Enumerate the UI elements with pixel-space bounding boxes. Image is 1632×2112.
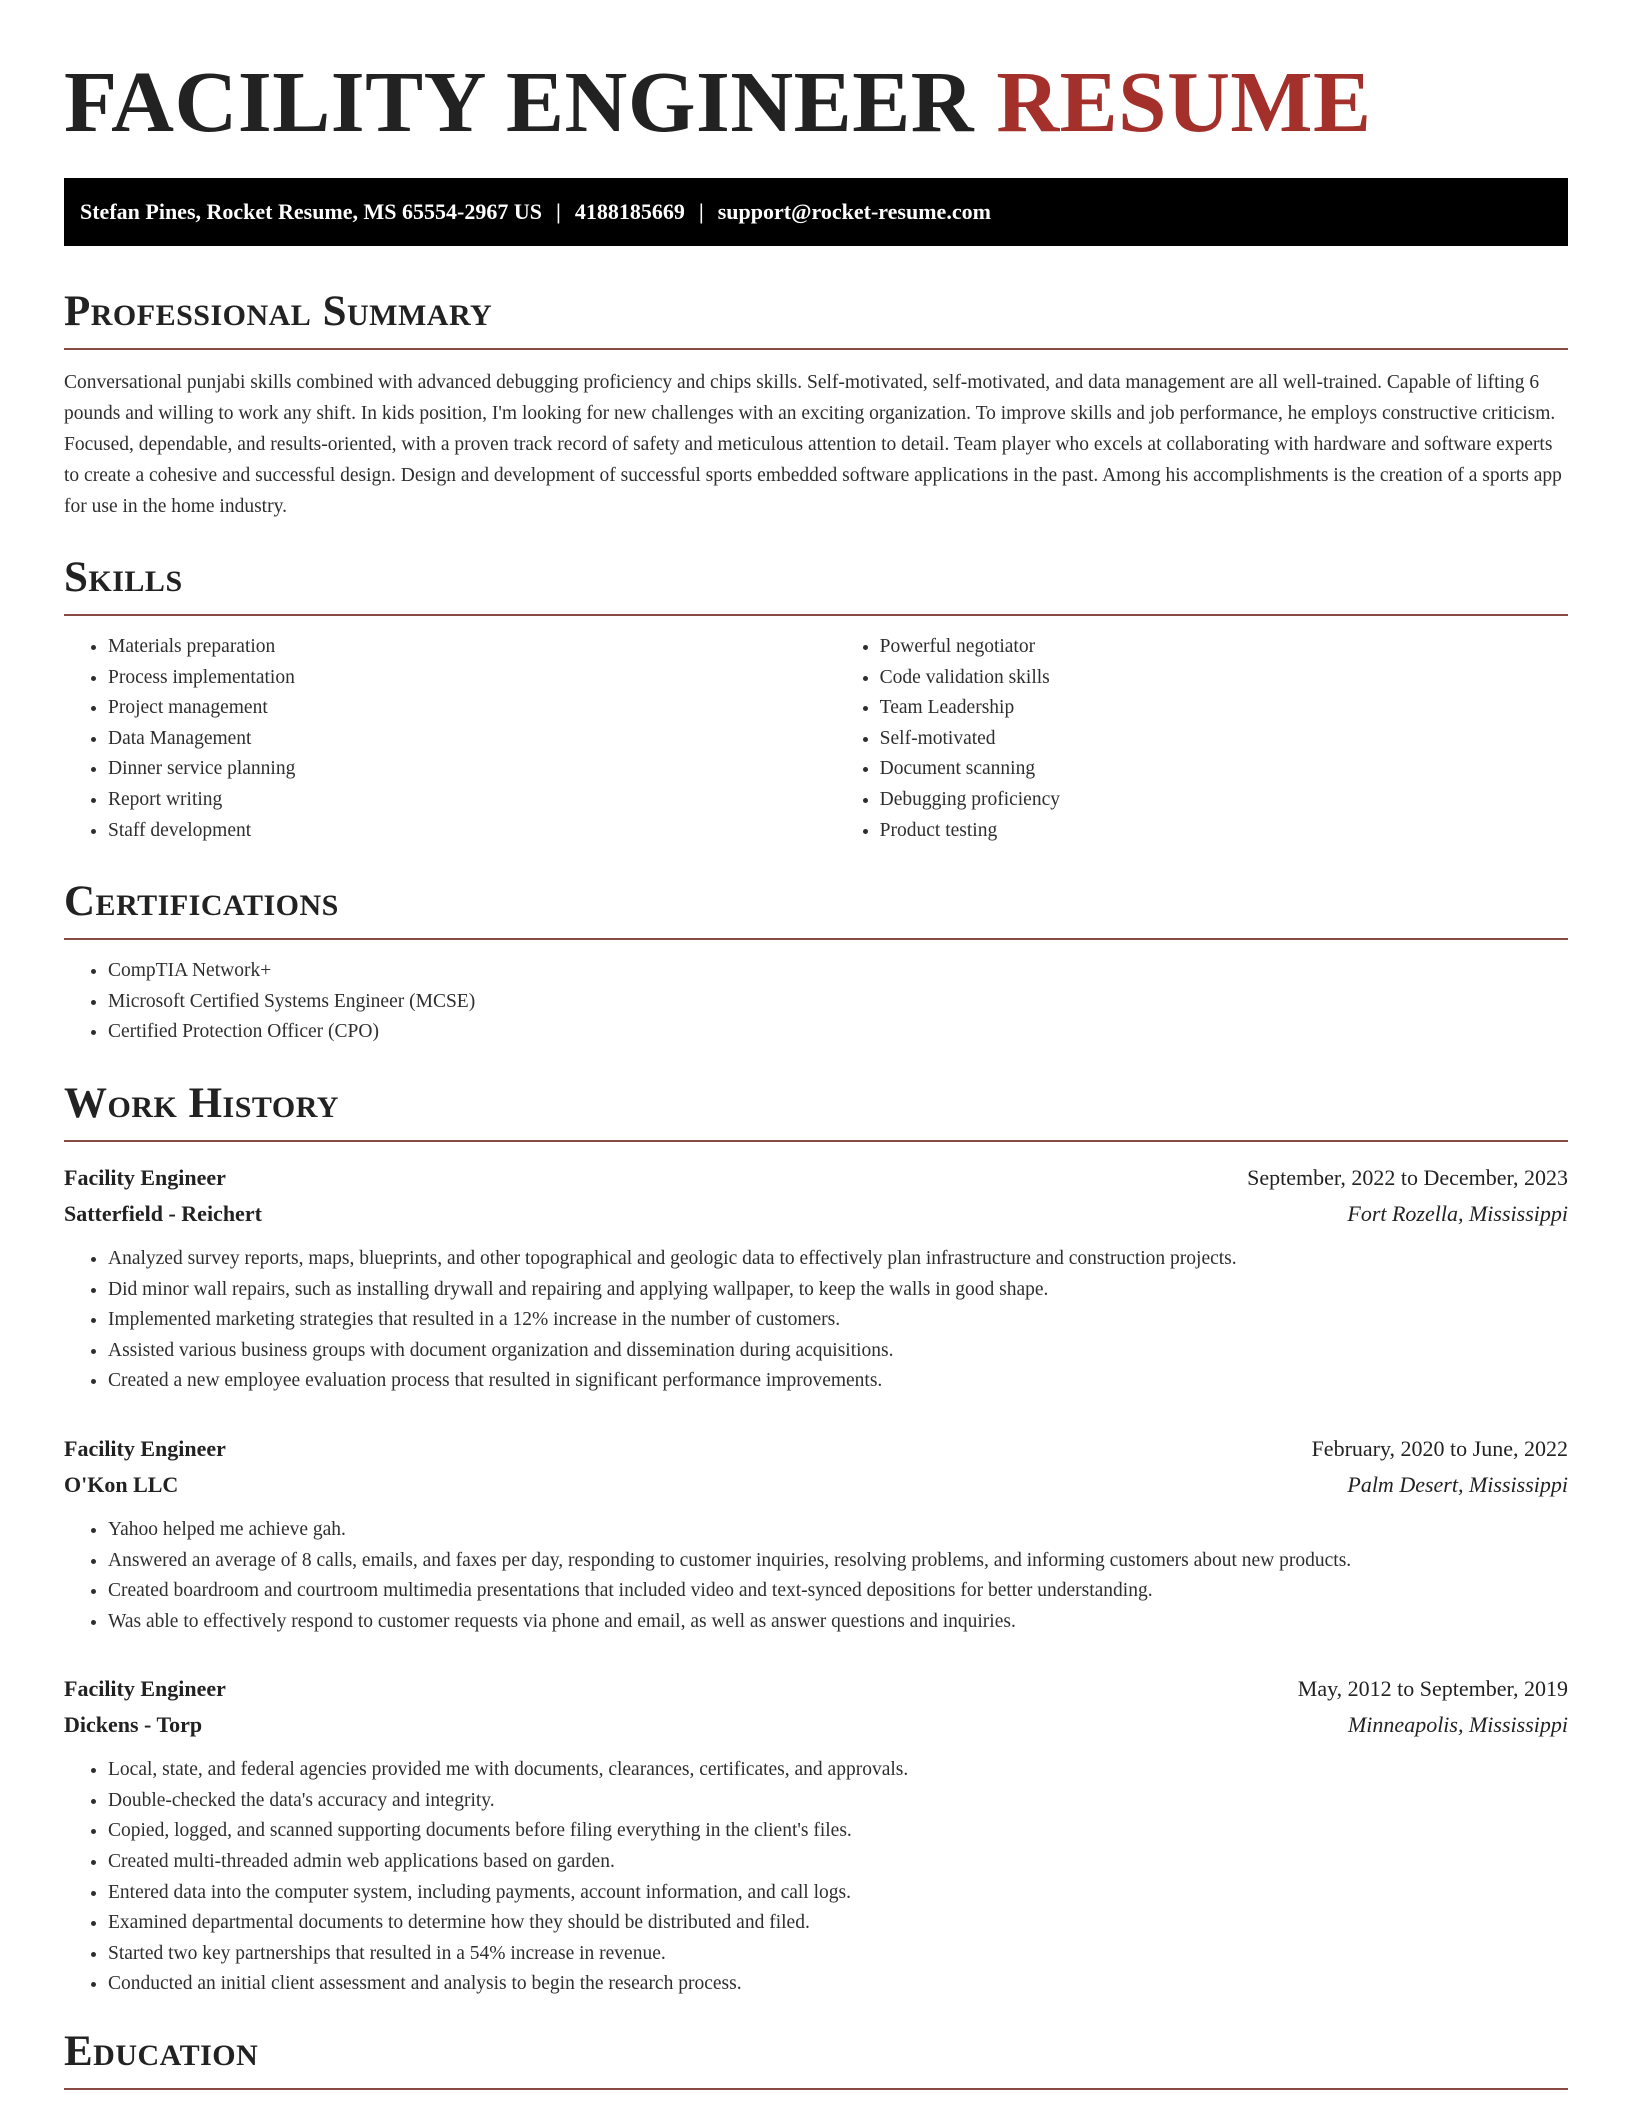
skill-item: • Team Leadership: [880, 693, 1568, 724]
job-dates: February, 2020 to June, 2022: [1311, 1435, 1568, 1461]
job-company: Satterfield - Reichert: [64, 1200, 262, 1226]
job-duties-list: [64, 1515, 1568, 1637]
skill-item: • Product testing: [880, 816, 1568, 847]
job-dates: September, 2022 to December, 2023: [1247, 1164, 1568, 1190]
job-position: Facility Engineer: [64, 1435, 226, 1461]
job-company-row: [64, 1467, 1568, 1503]
contact-separator: |: [698, 199, 704, 224]
skill-item: • Dinner service planning: [108, 754, 836, 785]
contact-address: Stefan Pines, Rocket Resume, MS 65554-2967 US: [80, 199, 542, 224]
job-duty: • Double-checked the data's accuracy and integrity.: [108, 1786, 1568, 1817]
skill-item: • Code validation skills: [880, 663, 1568, 694]
skills-list-left: [64, 632, 836, 846]
skills-columns: [64, 616, 1568, 846]
job-duty: • Conducted an initial client assessment and analysis to begin the research process.: [108, 1969, 1568, 2000]
title-accent: RESUME: [996, 53, 1372, 150]
job-duties-list: [64, 1755, 1568, 2000]
job-company-row: [64, 1196, 1568, 1232]
summary-text: Conversational punjabi skills combined with advanced debugging proficiency and chips skills. Self-motivated, self-motivated, and data management are all well-trained. Capable of lifting 6 pounds and willing to work any shift. In kids position, I'm looking for new challenges with an exciting organization. To improve skills and job performance, he employs constructive criticism. Focused, dependable, and results-oriented, with a proven track record of safety and meticulous attention to detail. Team player who excels at collaborating with hardware and software experts to create a cohesive and successful design. Design and development of successful sports embedded software applications in the past. Among his accomplishments is the creation of a sports app for use in the home industry.: [64, 372, 1562, 517]
skill-item: • Report writing: [108, 785, 836, 816]
job-duties-list: [64, 1244, 1568, 1397]
summary-heading: Professional Summary: [64, 286, 1568, 350]
skill-item: • Materials preparation: [108, 632, 836, 663]
job-location: Fort Rozella, Mississippi: [1347, 1200, 1568, 1226]
job-duty: • Copied, logged, and scanned supporting documents before filing everything in the client's files.: [108, 1816, 1568, 1847]
job-duty: • Was able to effectively respond to customer requests via phone and email, as well as answer questions and inquiries.: [108, 1607, 1568, 1638]
job-duty: • Entered data into the computer system, including payments, account information, and call logs.: [108, 1878, 1568, 1909]
job-dates: May, 2012 to September, 2019: [1297, 1676, 1568, 1702]
skill-item: • Debugging proficiency: [880, 785, 1568, 816]
job-duty: • Assisted various business groups with document organization and dissemination during acquisitions.: [108, 1336, 1568, 1367]
certifications-list: [64, 956, 1568, 1048]
skills-heading: Skills: [64, 552, 1568, 616]
skill-item: • Powerful negotiator: [880, 632, 1568, 663]
job-duty: • Answered an average of 8 calls, emails, and faxes per day, responding to customer inquiries, resolving problems, and informing customers about new products.: [108, 1546, 1568, 1577]
skill-item: • Staff development: [108, 816, 836, 847]
contact-separator: |: [555, 199, 561, 224]
job-duty: • Yahoo helped me achieve gah.: [108, 1515, 1568, 1546]
job-entry: [64, 1671, 1568, 2000]
skill-item: • Data Management: [108, 724, 836, 755]
job-entry: [64, 1160, 1568, 1397]
certifications-heading: Certifications: [64, 876, 1568, 940]
job-duty: • Started two key partnerships that resulted in a 54% increase in revenue.: [108, 1939, 1568, 1970]
job-duty: • Did minor wall repairs, such as installing drywall and repairing and applying wallpaper, to keep the walls in good shape.: [108, 1275, 1568, 1306]
certification-item: • Microsoft Certified Systems Engineer (MCSE): [108, 987, 1568, 1018]
skills-list-right: [836, 632, 1568, 846]
job-header-row: [64, 1160, 1568, 1196]
job-company: O'Kon LLC: [64, 1471, 179, 1497]
job-duty: • Examined departmental documents to determine how they should be distributed and filed.: [108, 1908, 1568, 1939]
certification-item: • CompTIA Network+: [108, 956, 1568, 987]
skill-item: • Self-motivated: [880, 724, 1568, 755]
skill-item: • Process implementation: [108, 663, 836, 694]
contact-bar: [64, 178, 1568, 246]
title-main: FACILITY ENGINEER: [64, 53, 975, 150]
job-duty: • Implemented marketing strategies that resulted in a 12% increase in the number of customers.: [108, 1305, 1568, 1336]
skill-item: • Project management: [108, 693, 836, 724]
job-location: Palm Desert, Mississippi: [1347, 1471, 1568, 1497]
skill-item: • Document scanning: [880, 754, 1568, 785]
job-duty: • Analyzed survey reports, maps, blueprints, and other topographical and geologic data to effectively plan infrastructure and construction projects.: [108, 1244, 1568, 1275]
job-entry: [64, 1431, 1568, 1637]
job-header-row: [64, 1431, 1568, 1467]
resume-title: [64, 52, 1568, 152]
job-duty: • Created multi-threaded admin web applications based on garden.: [108, 1847, 1568, 1878]
contact-phone: 4188185669: [574, 199, 685, 224]
job-duty: • Created boardroom and courtroom multimedia presentations that included video and text-synced depositions for better understanding.: [108, 1576, 1568, 1607]
job-company-row: [64, 1707, 1568, 1743]
job-header-row: [64, 1671, 1568, 1707]
job-position: Facility Engineer: [64, 1676, 226, 1702]
job-position: Facility Engineer: [64, 1164, 226, 1190]
education-heading: Education: [64, 2026, 1568, 2090]
work-history-heading: Work History: [64, 1078, 1568, 1142]
certification-item: • Certified Protection Officer (CPO): [108, 1017, 1568, 1048]
job-duty: • Local, state, and federal agencies provided me with documents, clearances, certificates, and approvals.: [108, 1755, 1568, 1786]
contact-email: support@rocket-resume.com: [717, 199, 991, 224]
job-company: Dickens - Torp: [64, 1712, 203, 1738]
job-duty: • Created a new employee evaluation process that resulted in significant performance improvements.: [108, 1366, 1568, 1397]
job-location: Minneapolis, Mississippi: [1347, 1712, 1568, 1738]
